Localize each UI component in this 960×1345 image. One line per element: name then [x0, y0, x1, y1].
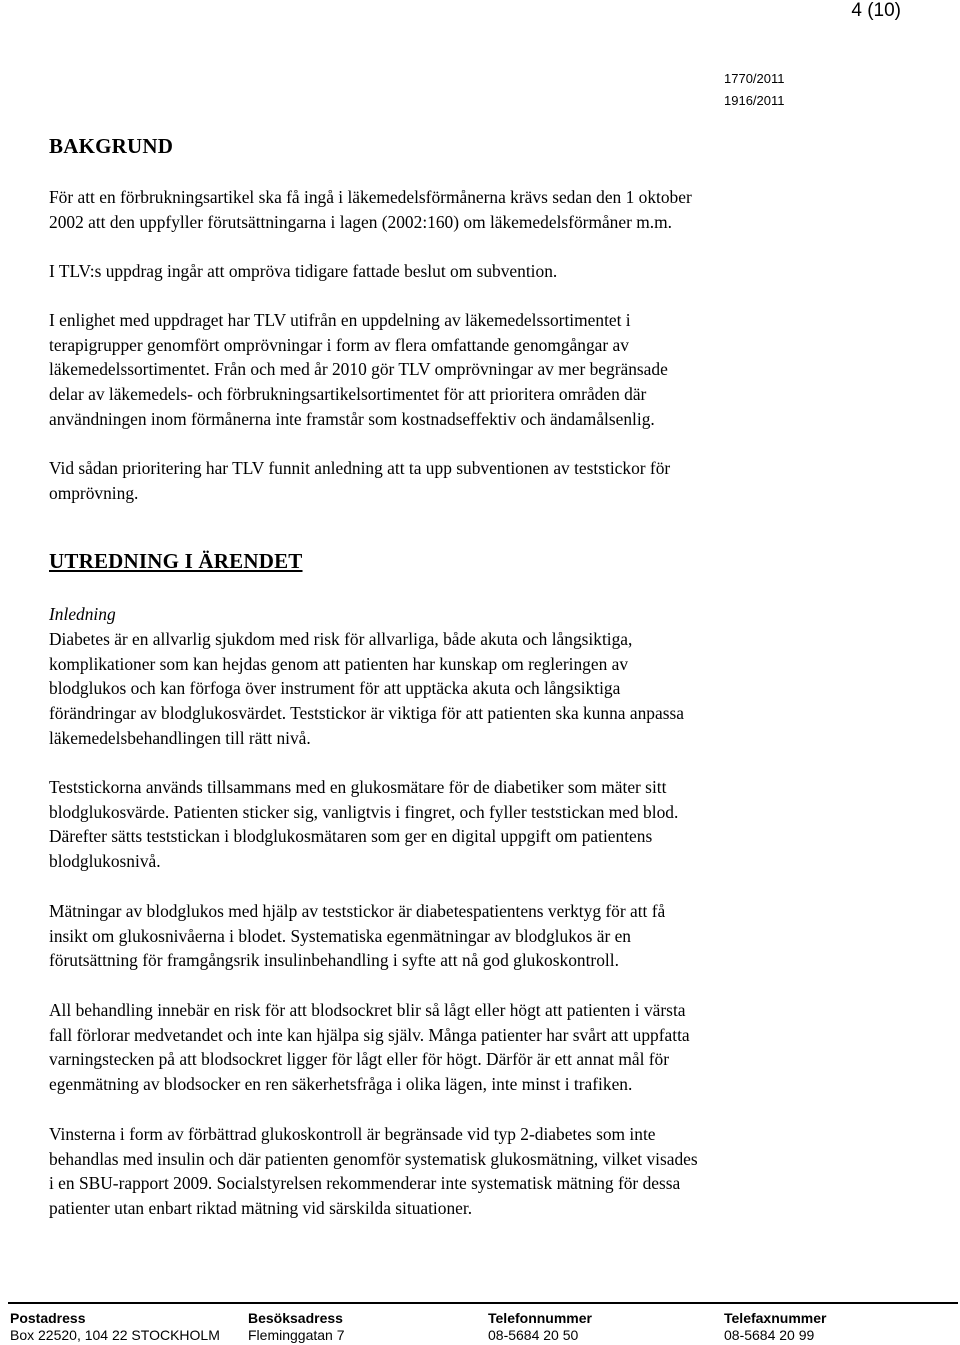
footer-postal-address [10, 1310, 220, 1344]
paragraph [49, 775, 909, 874]
section-heading-bakgrund: BAKGRUND [49, 134, 174, 158]
footer-value: 08-5684 20 99 [724, 1327, 815, 1343]
text-line: blodglukosnivå. [49, 851, 161, 872]
text-line: Teststickorna används tillsammans med en glukosmätare för de diabetiker som mäter sitt [49, 777, 667, 797]
footer-value: Box 22520, 104 22 STOCKHOLM [10, 1327, 220, 1343]
text-line: blodglukos och kan förfoga över instrument för att upptäcka akuta och långsiktiga [49, 678, 621, 699]
case-numbers [724, 68, 785, 112]
text-line: insikt om glukosnivåerna i blodet. Systematiska egenmätningar av blodglukos är en [49, 925, 631, 946]
footer-fax [724, 1310, 826, 1344]
paragraph [49, 899, 909, 973]
text-line: Vinsterna i form av förbättrad glukoskontroll är begränsade vid typ 2-diabetes som inte [49, 1124, 656, 1144]
text-line: omprövning. [49, 482, 139, 503]
text-line: behandlas med insulin och där patienten genomför systematisk glukosmätning, vilket visades [49, 1148, 698, 1169]
page-number: 4 (10) [851, 0, 901, 21]
text-line: Diabetes är en allvarlig sjukdom med risk för allvarliga, både akuta och långsiktiga, [49, 629, 633, 649]
text-line: läkemedelsbehandlingen till rätt nivå. [49, 727, 311, 748]
text-line: terapigrupper genomfört omprövningar i form av flera omfattande genomgångar av [49, 334, 629, 355]
text-line: användningen inom förmånerna inte framstår som kostnadseffektiv och ändamålsenlig. [49, 408, 655, 429]
paragraph [49, 308, 909, 432]
text-line: I TLV:s uppdrag ingår att ompröva tidigare fattade beslut om subvention. [49, 261, 558, 281]
text-line: egenmätning av blodsocker en ren säkerhetsfråga i olika lägen, inte minst i trafiken. [49, 1074, 633, 1095]
section-heading-utredning: UTREDNING I ÄRENDET [49, 549, 303, 573]
case-number: 1916/2011 [724, 93, 785, 108]
text-line: läkemedelssortimentet. Från och med år 2010 gör TLV omprövningar av mer begränsade [49, 359, 668, 380]
paragraph [49, 998, 909, 1097]
paragraph [49, 185, 909, 234]
text-line: Därefter sätts teststickan i blodglukosmätaren som ger en digital uppgift om patientens [49, 826, 653, 847]
footer-value: Fleminggatan 7 [248, 1327, 345, 1343]
text-line: i en SBU-rapport 2009. Socialstyrelsen rekommenderar inte systematisk mätning för dessa [49, 1173, 681, 1194]
text-line: 2002 att den uppfyller förutsättningarna i lagen (2002:160) om läkemedelsförmåner m.m. [49, 211, 672, 232]
text-line: fall förlorar medvetandet och inte kan hjälpa sig själv. Många patienter har svårt att uppfatta [49, 1024, 690, 1045]
text-line: förändringar av blodglukosvärdet. Teststickor är viktiga för att patienten ska kunna anpassa [49, 703, 684, 724]
text-line: komplikationer som kan hejdas genom att patienten har kunskap om regleringen av [49, 653, 629, 674]
case-number: 1770/2011 [724, 71, 785, 86]
text-line: Mätningar av blodglukos med hjälp av teststickor är diabetespatientens verktyg för att få [49, 901, 666, 921]
subheading-inledning: Inledning [49, 604, 116, 624]
footer-label: Telefaxnummer [724, 1310, 827, 1326]
footer-value: 08-5684 20 50 [488, 1327, 579, 1343]
paragraph [49, 627, 909, 751]
text-line: All behandling innebär en risk för att blodsockret blir så lågt eller högt att patienten i värsta [49, 1000, 686, 1020]
footer-label: Postadress [10, 1310, 86, 1326]
footer-label: Besöksadress [248, 1310, 343, 1326]
text-line: delar av läkemedels- och förbrukningsartikelsortimentet för att prioritera områden där [49, 384, 647, 405]
footer-divider [8, 1302, 958, 1304]
text-line: blodglukosvärde. Patienten sticker sig, vanligtvis i fingret, och fyller teststickan med blod. [49, 801, 679, 822]
paragraph [49, 456, 909, 505]
paragraph [49, 259, 909, 284]
paragraph [49, 1122, 909, 1221]
text-line: förutsättning för framgångsrik insulinbehandling i syfte att nå god glukoskontroll. [49, 950, 619, 971]
text-line: Vid sådan prioritering har TLV funnit anledning att ta upp subventionen av teststickor för [49, 458, 671, 478]
text-line: patienter utan enbart riktad mätning vid särskilda situationer. [49, 1198, 473, 1219]
footer-visiting-address [248, 1310, 345, 1344]
footer-phone [488, 1310, 592, 1344]
text-line: För att en förbrukningsartikel ska få ingå i läkemedelsförmånerna krävs sedan den 1 oktober [49, 187, 692, 207]
text-line: varningstecken på att blodsockret ligger för lågt eller för högt. Därför är ett annat mål för [49, 1049, 670, 1070]
footer-label: Telefonnummer [488, 1310, 592, 1326]
text-line: I enlighet med uppdraget har TLV utifrån en uppdelning av läkemedelssortimentet i [49, 310, 631, 330]
